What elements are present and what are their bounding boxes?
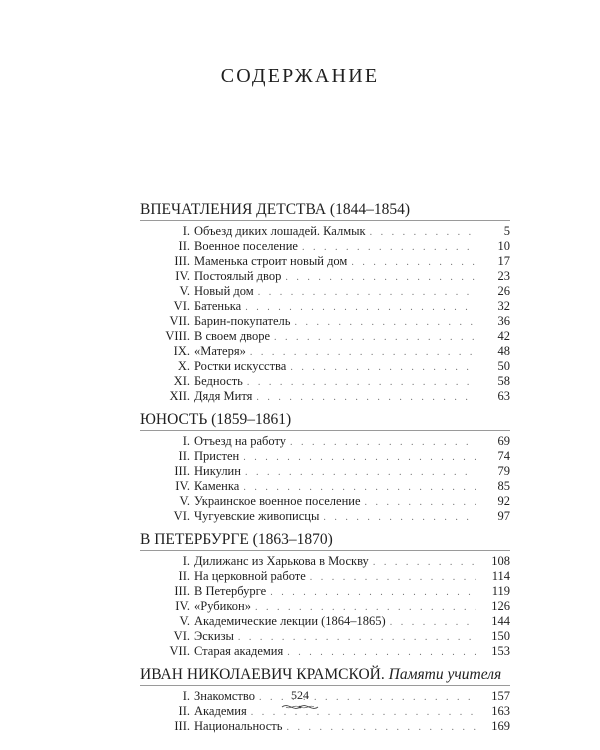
entry-title: Каменка [194,479,240,493]
entry-title: На церковной работе [194,569,306,583]
dot-leader [250,345,476,360]
entry-number: VIII. [165,329,190,343]
entry-page: 42 [497,329,510,343]
entry-number: IV. [175,599,190,613]
entry-page: 58 [497,374,510,388]
section-title [140,530,510,551]
entry-number: IX. [173,344,190,358]
dot-leader [390,615,476,630]
entry-page: 63 [497,389,510,403]
dot-leader [258,285,476,300]
dot-leader [373,555,476,570]
dot-leader [238,630,476,645]
entry-page: 108 [491,554,510,568]
toc-entry [140,359,510,374]
entry-title: Эскизы [194,629,234,643]
entry-list [140,224,510,404]
dot-leader [247,375,476,390]
entry-page: 32 [497,299,510,313]
dot-leader [274,330,476,345]
entry-number: III. [174,464,190,478]
dot-leader [323,510,476,525]
entry-title: Военное поселение [194,239,298,253]
toc-entry [140,554,510,569]
entry-number: II. [178,239,190,253]
entry-number: III. [174,719,190,733]
entry-page: 92 [497,494,510,508]
toc-entry [140,374,510,389]
toc-entry [140,479,510,494]
toc-section [140,530,510,659]
dot-leader [290,435,476,450]
toc-entry [140,464,510,479]
entry-page: 119 [491,584,510,598]
entry-title: В своем дворе [194,329,271,343]
entry-page: 126 [491,599,510,613]
entry-page: 23 [497,269,510,283]
entry-number: II. [178,704,190,718]
dot-leader [255,600,476,615]
entry-title: Постоялый двор [194,269,282,283]
toc-entry [140,224,510,239]
entry-number: V. [179,284,190,298]
entry-title: «Рубикон» [194,599,251,613]
entry-page: 17 [497,254,510,268]
entry-number: II. [178,449,190,463]
toc-entry [140,584,510,599]
dot-leader [294,315,476,330]
toc-entry [140,644,510,659]
page-number: 524 [291,688,309,702]
entry-number: V. [179,614,190,628]
entry-title: Национальность [194,719,283,733]
toc-entry [140,629,510,644]
entry-title: Батенька [194,299,242,313]
entry-number: I. [182,434,190,448]
toc-entry [140,434,510,449]
dot-leader [310,570,476,585]
entry-number: XI. [173,374,190,388]
entry-number: X. [177,359,190,373]
toc-entry [140,704,510,719]
entry-number: IV. [175,269,190,283]
dot-leader [256,390,476,405]
toc-entry [140,569,510,584]
entry-title: Старая академия [194,644,284,658]
toc-entry [140,494,510,509]
section-title [140,200,510,221]
entry-number: IV. [175,479,190,493]
toc-entry [140,614,510,629]
entry-page: 97 [497,509,510,523]
entry-number: I. [182,554,190,568]
table-of-contents [140,200,510,740]
entry-number: XII. [169,389,190,403]
entry-page: 163 [491,704,510,718]
toc-entry [140,284,510,299]
toc-entry [140,509,510,524]
entry-page: 50 [497,359,510,373]
entry-title: «Матеря» [194,344,246,358]
dot-leader [287,645,476,660]
section-title-text: ИВАН НИКОЛАЕВИЧ КРАМСКОЙ. [140,666,385,683]
entry-page: 144 [491,614,510,628]
entry-number: I. [182,224,190,238]
entry-number: VI. [173,509,190,523]
entry-number: VI. [173,299,190,313]
entry-title: Бедность [194,374,243,388]
dot-leader [245,465,476,480]
dot-leader [290,360,476,375]
entry-title: Пристен [194,449,240,463]
section-title-text: В ПЕТЕРБУРГЕ (1863–1870) [140,531,333,548]
entry-title: Академические лекции (1864–1865) [194,614,386,628]
dot-leader [302,240,476,255]
toc-section [140,200,510,404]
entry-title: Дилижанс из Харькова в Москву [194,554,369,568]
entry-number: V. [179,494,190,508]
entry-number: II. [178,569,190,583]
dot-leader [270,585,476,600]
section-title [140,410,510,431]
section-title-text: ЮНОСТЬ (1859–1861) [140,411,292,428]
dot-leader [286,720,476,735]
toc-entry [140,719,510,734]
entry-title: Дядя Митя [194,389,253,403]
entry-number: I. [182,689,190,703]
entry-title: Объезд диких лошадей. Калмык [194,224,366,238]
entry-number: VII. [169,644,190,658]
entry-title: Академия [194,704,247,718]
toc-entry [140,329,510,344]
entry-title: Украинское военное поселение [194,494,361,508]
toc-entry [140,254,510,269]
entry-page: 150 [491,629,510,643]
entry-page: 36 [497,314,510,328]
entry-page: 10 [497,239,510,253]
toc-entry [140,389,510,404]
entry-number: III. [174,584,190,598]
entry-title: Барин-покупатель [194,314,291,328]
entry-number: III. [174,254,190,268]
entry-title: Знакомство [194,689,255,703]
entry-title: Отъезд на работу [194,434,287,448]
entry-page: 26 [497,284,510,298]
entry-title: Маменька строит новый дом [194,254,348,268]
entry-page: 5 [503,224,510,238]
toc-entry [140,269,510,284]
entry-page: 157 [491,689,510,703]
toc-entry [140,299,510,314]
toc-entry [140,449,510,464]
entry-page: 114 [491,569,510,583]
toc-entry [140,239,510,254]
dot-leader [285,270,476,285]
toc-entry [140,599,510,614]
entry-title: Никулин [194,464,241,478]
section-subtitle: Памяти учителя [388,666,502,683]
entry-title: Новый дом [194,284,254,298]
entry-title: Чугуевские живописцы [194,509,320,523]
entry-number: VI. [173,629,190,643]
dot-leader [370,225,476,240]
entry-page: 85 [497,479,510,493]
entry-title: Ростки искусства [194,359,287,373]
entry-list [140,554,510,659]
toc-entry [140,314,510,329]
entry-page: 48 [497,344,510,358]
dot-leader [243,450,476,465]
page-title: СОДЕРЖАНИЕ [220,65,380,88]
entry-page: 74 [497,449,510,463]
dot-leader [351,255,476,270]
dot-leader [245,300,476,315]
dot-leader [243,480,476,495]
dot-leader [365,495,477,510]
entry-list [140,434,510,524]
entry-number: VII. [169,314,190,328]
entry-page: 169 [491,719,510,733]
toc-entry [140,344,510,359]
entry-page: 69 [497,434,510,448]
toc-section [140,410,510,524]
section-title-text: ВПЕЧАТЛЕНИЯ ДЕТСТВА (1844–1854) [140,201,411,218]
entry-page: 153 [491,644,510,658]
entry-page: 79 [497,464,510,478]
entry-title: В Петербурге [194,584,267,598]
ornament-icon [280,702,320,712]
section-title [140,665,510,686]
